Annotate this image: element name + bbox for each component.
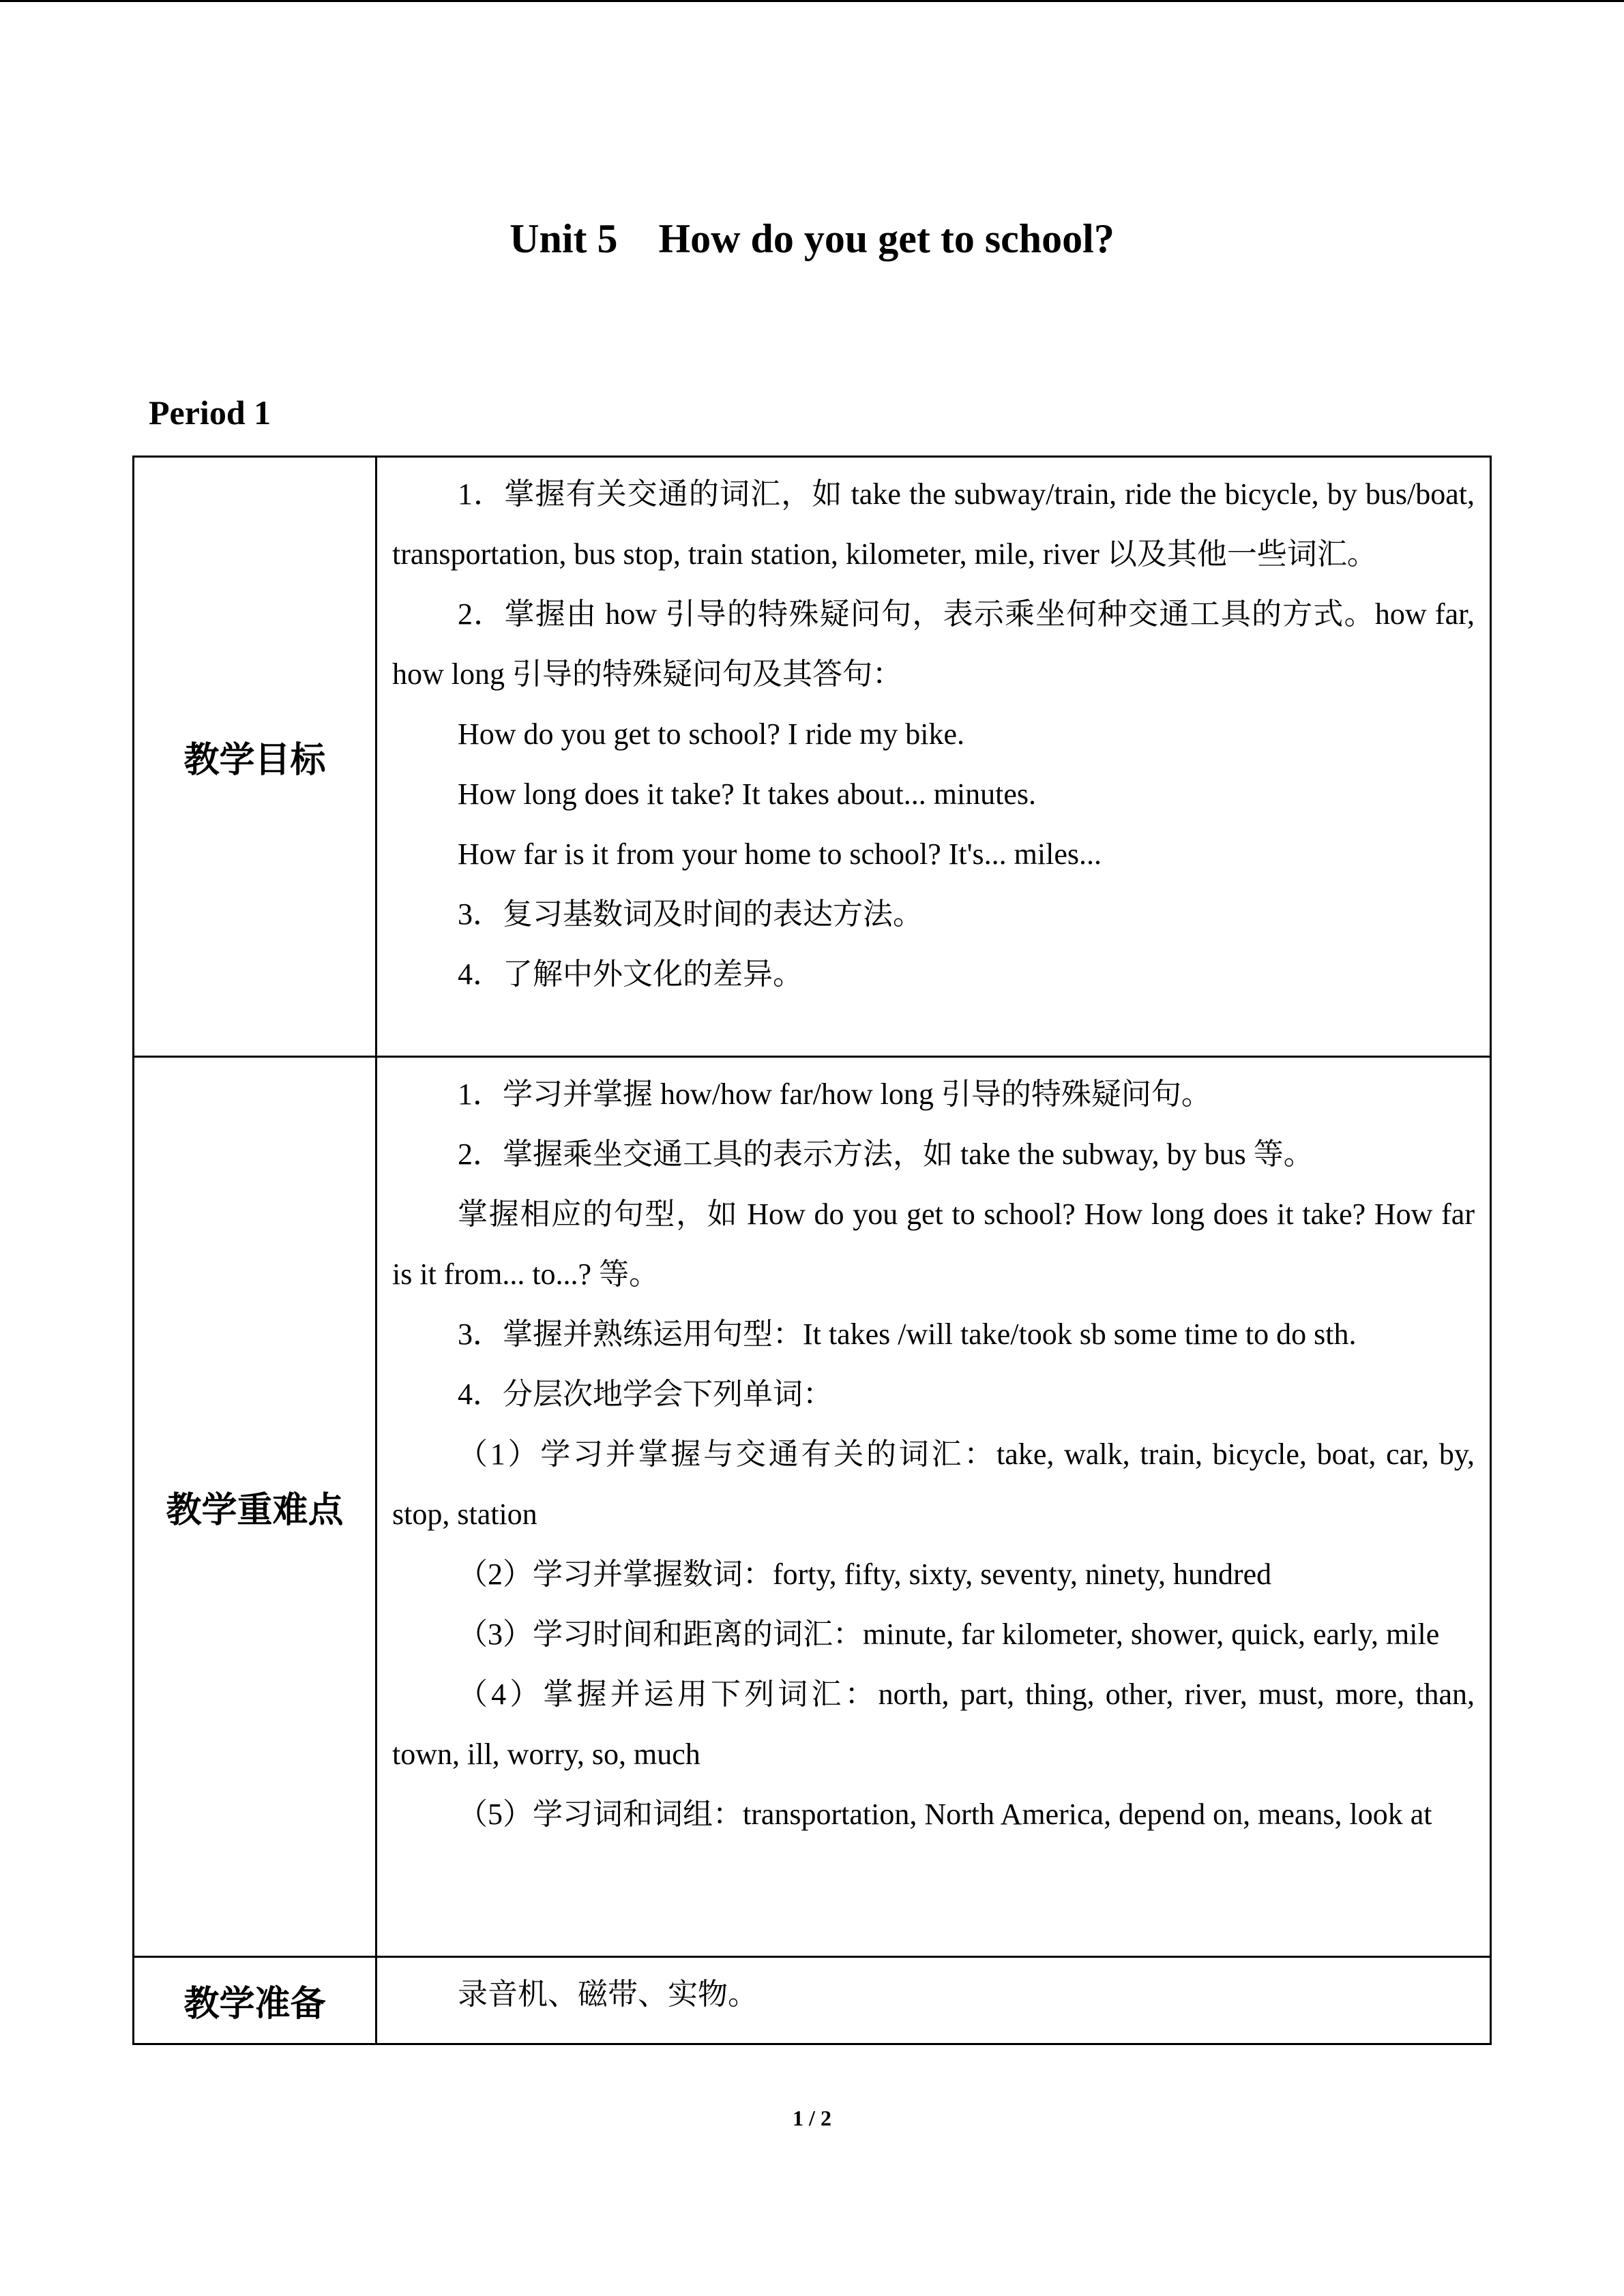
key-points-line-10: （5）学习词和词组：transportation, North America, depend on, means, look at	[458, 1798, 1432, 1831]
objectives-line-2: 2．掌握由 how 引导的特殊疑问句，表示乘坐何种交通工具的方式。how far, how long 引导的特殊疑问句及其答句：	[392, 597, 1475, 691]
key-points-line-9: （4）掌握并运用下列词汇：north, part, thing, other, river, must, more, than, town, ill, worry, so, much	[392, 1678, 1475, 1771]
lesson-plan-table	[132, 456, 1492, 2045]
key-points-line-8: （3）学习时间和距离的词汇：minute, far kilometer, shower, quick, early, mile	[458, 1617, 1440, 1651]
key-points-line-5: 4．分层次地学会下列单词：	[458, 1377, 833, 1411]
key-points-line-1: 1．学习并掌握 how/how far/how long 引导的特殊疑问句。	[458, 1077, 1211, 1111]
table-row-key-points	[134, 1057, 1491, 1957]
period-heading: Period 1	[149, 393, 271, 432]
page-number: 1 / 2	[793, 2106, 831, 2130]
objectives-line-1: 1．掌握有关交通的词汇，如 take the subway/train, ride the bicycle, by bus/boat, transportation, bus stop, train station, kilometer, mile, river 以及其他一些词汇。	[392, 477, 1475, 571]
key-points-line-3: 掌握相应的句型，如 How do you get to school? How long does it take? How far is it from... to...? 等。	[392, 1197, 1475, 1291]
key-points-label: 教学重难点	[134, 1057, 377, 1957]
objectives-label: 教学目标	[134, 457, 377, 1057]
key-points-line-2: 2．掌握乘坐交通工具的表示方法，如 take the subway, by bus 等。	[458, 1137, 1314, 1171]
objectives-line-4: How long does it take? It takes about... minutes.	[458, 777, 1037, 811]
table-row-preparation	[134, 1957, 1491, 2044]
objectives-content	[377, 457, 1491, 1057]
objectives-line-6: 3．复习基数词及时间的表达方法。	[458, 897, 923, 931]
key-points-line-7: （2）学习并掌握数词：forty, fifty, sixty, seventy, ninety, hundred	[458, 1557, 1272, 1591]
objectives-line-7: 4．了解中外文化的差异。	[458, 957, 803, 991]
key-points-line-6: （1）学习并掌握与交通有关的词汇：take, walk, train, bicycle, boat, car, by, stop, station	[392, 1437, 1475, 1531]
preparation-content	[377, 1957, 1491, 2044]
table-row-objectives	[134, 457, 1491, 1057]
objectives-line-5: How far is it from your home to school? It's... miles...	[458, 837, 1102, 871]
top-border-line	[0, 0, 1624, 2]
key-points-line-4: 3．掌握并熟练运用句型：It takes /will take/took sb some time to do sth.	[458, 1317, 1357, 1351]
key-points-content	[377, 1057, 1491, 1957]
preparation-label: 教学准备	[134, 1957, 377, 2044]
objectives-line-3: How do you get to school? I ride my bike.	[458, 717, 964, 751]
preparation-line-1: 录音机、磁带、实物。	[458, 1978, 758, 2011]
document-title: Unit 5 How do you get to school?	[510, 216, 1114, 261]
